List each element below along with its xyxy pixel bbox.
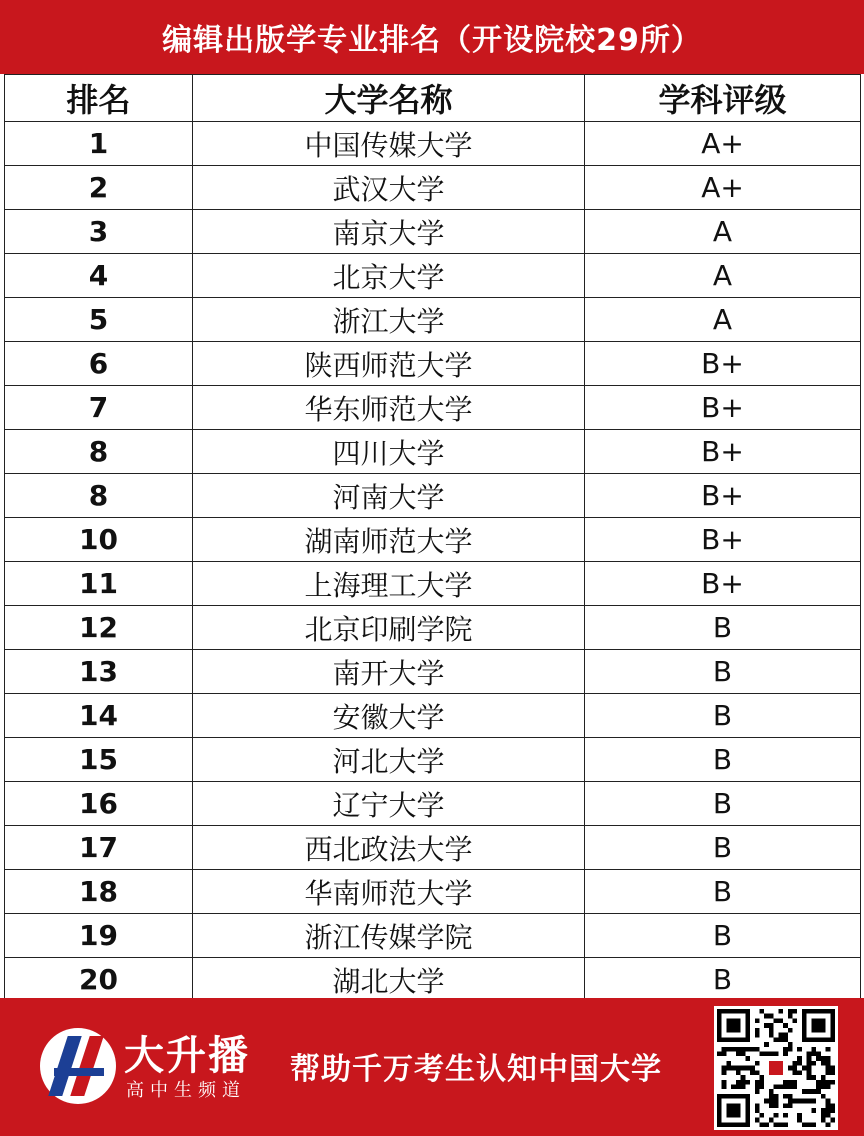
grade-cell: B+: [585, 386, 861, 430]
header-university-name: 大学名称: [193, 75, 585, 122]
rank-cell: 5: [5, 298, 193, 342]
brand-subtitle: 高中生频道: [126, 1080, 246, 1101]
table-row: [5, 122, 861, 166]
grade-cell: B+: [585, 562, 861, 606]
table-row: [5, 958, 861, 1002]
grade-cell: B+: [585, 342, 861, 386]
grade-cell: A+: [585, 122, 861, 166]
rank-cell: 3: [5, 210, 193, 254]
university-name-cell: 浙江传媒学院: [193, 914, 585, 958]
table-row: [5, 166, 861, 210]
grade-cell: B: [585, 606, 861, 650]
rank-cell: 13: [5, 650, 193, 694]
grade-cell: B+: [585, 518, 861, 562]
rank-cell: 8: [5, 430, 193, 474]
rank-cell: 6: [5, 342, 193, 386]
university-name-cell: 陕西师范大学: [193, 342, 585, 386]
table-row: [5, 254, 861, 298]
university-name-cell: 南开大学: [193, 650, 585, 694]
rank-cell: 17: [5, 826, 193, 870]
rank-cell: 10: [5, 518, 193, 562]
qr-code-icon: [714, 1006, 838, 1130]
table-row: [5, 694, 861, 738]
header-subject-grade: 学科评级: [585, 75, 861, 122]
footer-banner: [0, 998, 864, 1136]
table-row: [5, 518, 861, 562]
university-name-cell: 华南师范大学: [193, 870, 585, 914]
university-name-cell: 安徽大学: [193, 694, 585, 738]
university-name-cell: 湖北大学: [193, 958, 585, 1002]
rank-cell: 1: [5, 122, 193, 166]
rank-cell: 15: [5, 738, 193, 782]
grade-cell: B: [585, 650, 861, 694]
table-row: [5, 342, 861, 386]
table-row: [5, 562, 861, 606]
rank-cell: 16: [5, 782, 193, 826]
table-row: [5, 210, 861, 254]
rank-cell: 7: [5, 386, 193, 430]
grade-cell: B: [585, 914, 861, 958]
table-row: [5, 386, 861, 430]
table-row: [5, 474, 861, 518]
grade-cell: B: [585, 738, 861, 782]
table-row: [5, 738, 861, 782]
university-name-cell: 北京印刷学院: [193, 606, 585, 650]
header-rank: 排名: [5, 75, 193, 122]
grade-cell: B+: [585, 430, 861, 474]
university-name-cell: 湖南师范大学: [193, 518, 585, 562]
university-name-cell: 中国传媒大学: [193, 122, 585, 166]
grade-cell: B+: [585, 474, 861, 518]
university-name-cell: 南京大学: [193, 210, 585, 254]
table-row: [5, 826, 861, 870]
university-name-cell: 西北政法大学: [193, 826, 585, 870]
rank-cell: 4: [5, 254, 193, 298]
grade-cell: A+: [585, 166, 861, 210]
table-row: [5, 870, 861, 914]
rank-cell: 2: [5, 166, 193, 210]
university-name-cell: 上海理工大学: [193, 562, 585, 606]
grade-cell: A: [585, 210, 861, 254]
university-name-cell: 北京大学: [193, 254, 585, 298]
grade-cell: B: [585, 870, 861, 914]
university-name-cell: 四川大学: [193, 430, 585, 474]
university-name-cell: 河北大学: [193, 738, 585, 782]
university-name-cell: 浙江大学: [193, 298, 585, 342]
rank-cell: 20: [5, 958, 193, 1002]
university-name-cell: 辽宁大学: [193, 782, 585, 826]
rank-cell: 14: [5, 694, 193, 738]
page-title: 编辑出版学专业排名（开设院校29所）: [0, 0, 864, 74]
rank-cell: 11: [5, 562, 193, 606]
grade-cell: A: [585, 298, 861, 342]
brand-name: 大升播: [124, 1033, 250, 1079]
grade-cell: B: [585, 958, 861, 1002]
table-header-row: [5, 75, 861, 122]
slogan: 帮助千万考生认知中国大学: [290, 1052, 662, 1087]
grade-cell: B: [585, 694, 861, 738]
university-name-cell: 河南大学: [193, 474, 585, 518]
grade-cell: B: [585, 826, 861, 870]
table-row: [5, 298, 861, 342]
rank-cell: 8: [5, 474, 193, 518]
university-name-cell: 华东师范大学: [193, 386, 585, 430]
table-row: [5, 606, 861, 650]
grade-cell: B: [585, 782, 861, 826]
rank-cell: 19: [5, 914, 193, 958]
table-row: [5, 430, 861, 474]
grade-cell: A: [585, 254, 861, 298]
dasheng-logo-icon: [40, 1028, 116, 1104]
table-row: [5, 914, 861, 958]
university-name-cell: 武汉大学: [193, 166, 585, 210]
table-row: [5, 650, 861, 694]
rank-cell: 18: [5, 870, 193, 914]
rank-cell: 12: [5, 606, 193, 650]
ranking-table: [4, 74, 861, 1002]
table-row: [5, 782, 861, 826]
